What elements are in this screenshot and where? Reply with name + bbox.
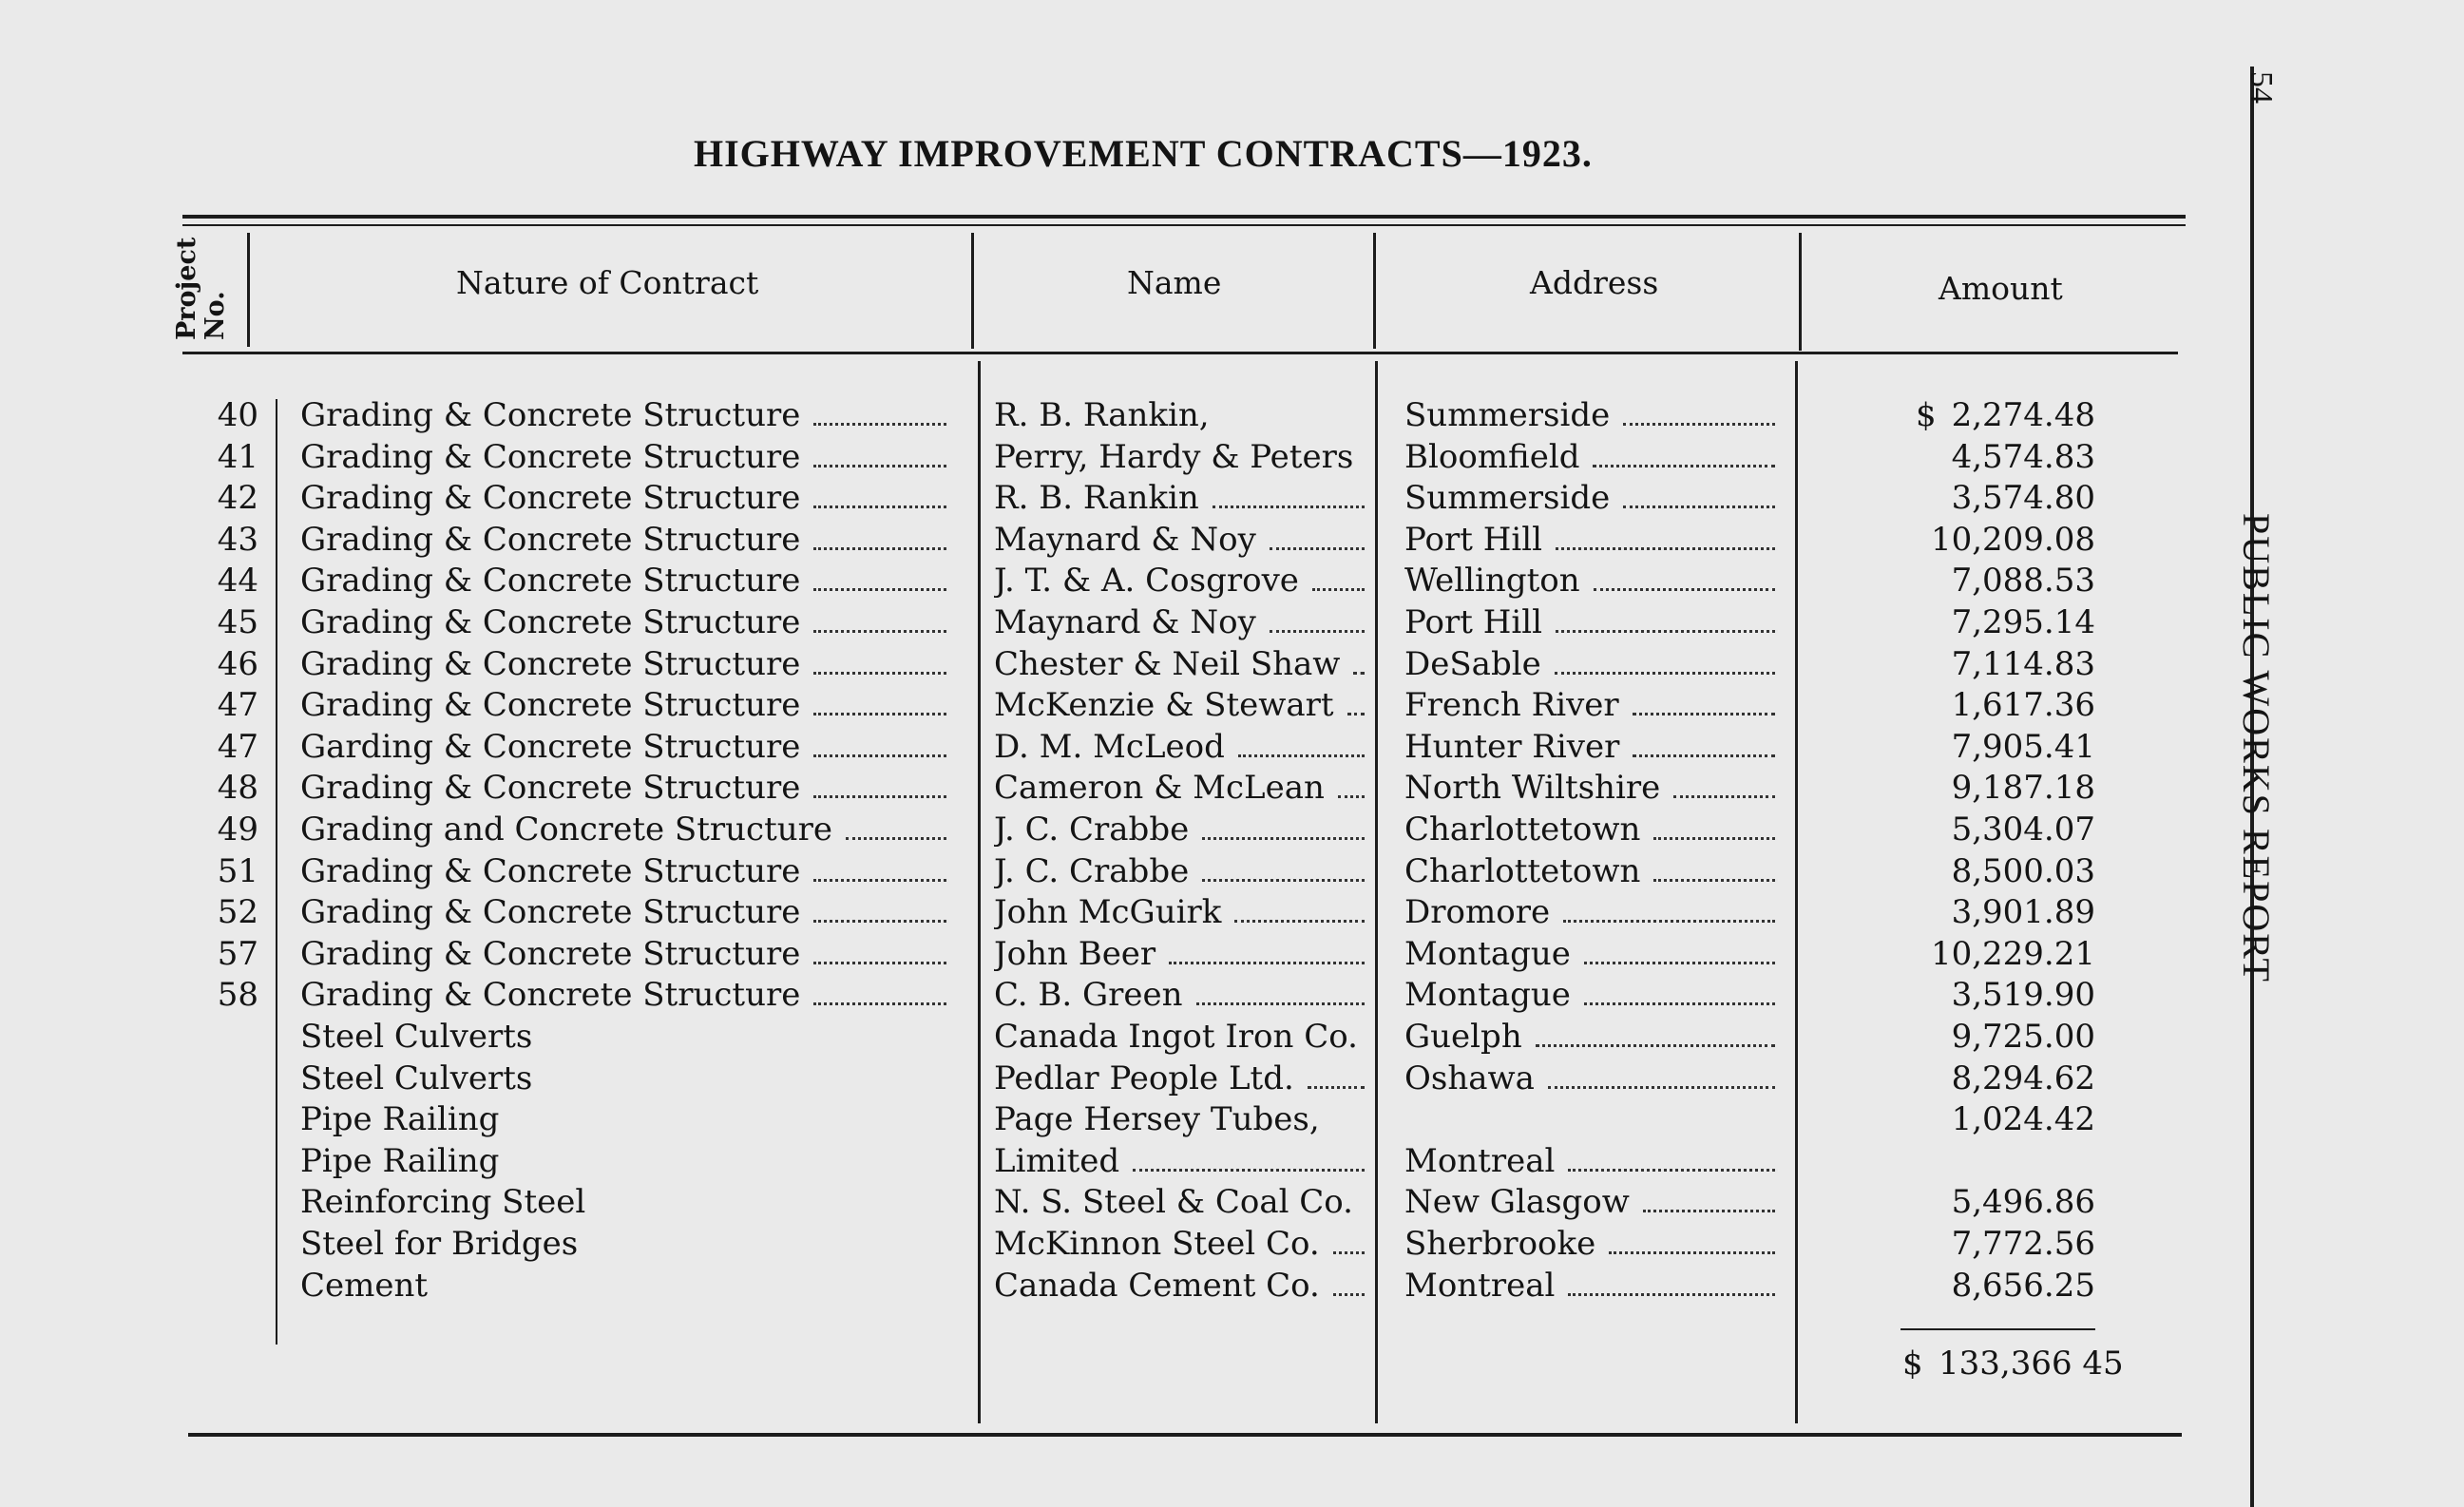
header-underline — [182, 352, 2178, 354]
table-row — [0, 1182, 2464, 1223]
leader-dots — [1633, 754, 1775, 757]
table-row — [0, 395, 2464, 436]
contract-nature: Grading and Concrete Structure — [300, 810, 956, 850]
total-rule — [1901, 1328, 2095, 1330]
contractor-address: Dromore — [1404, 892, 1785, 933]
leader-dots — [1633, 712, 1775, 715]
leader-dots — [813, 546, 946, 550]
contractor-name: John McGuirk — [994, 892, 1374, 933]
leader-dots — [1196, 1001, 1365, 1005]
contractor-name: McKinnon Steel Co. — [994, 1224, 1374, 1265]
contractor-name: Maynard & Noy — [994, 602, 1374, 643]
table-row — [0, 934, 2464, 975]
contractor-address: Montague — [1404, 934, 1785, 975]
contract-nature: Grading & Concrete Structure — [300, 561, 956, 601]
leader-dots — [1238, 754, 1365, 757]
leader-dots — [1536, 1043, 1775, 1047]
leader-dots — [813, 712, 946, 715]
contract-amount: 4,574.83 — [1951, 437, 2095, 476]
table-row — [0, 437, 2464, 478]
contract-nature: Steel for Bridges — [300, 1225, 579, 1263]
leader-dots — [813, 464, 946, 467]
leader-dots — [1643, 1209, 1775, 1212]
contractor-name: John Beer — [994, 934, 1374, 975]
page-title: HIGHWAY IMPROVEMENT CONTRACTS—1923. — [694, 132, 1593, 175]
contractor-name: J. C. Crabbe — [994, 810, 1374, 850]
leader-dots — [1202, 878, 1365, 882]
contractor-name: Perry, Hardy & Peters — [994, 437, 1354, 476]
leader-dots — [1234, 919, 1365, 923]
leader-dots — [1270, 629, 1365, 633]
contractor-address: Wellington — [1404, 561, 1785, 601]
top-rule — [182, 215, 2186, 219]
leader-dots — [1556, 629, 1775, 633]
contract-amount: 3,519.90 — [1951, 976, 2095, 1015]
contractor-name: J. C. Crabbe — [994, 851, 1374, 892]
contract-nature: Grading & Concrete Structure — [300, 851, 956, 892]
table-row — [0, 602, 2464, 643]
project-no: 45 — [217, 603, 258, 641]
col-divider-address — [1799, 233, 1802, 351]
leader-dots — [1555, 671, 1775, 675]
col-divider-project — [247, 233, 250, 347]
contractor-name: Chester & Neil Shaw — [994, 644, 1374, 685]
leader-dots — [1202, 836, 1365, 840]
header-name: Name — [1127, 264, 1222, 301]
table-row — [0, 1059, 2464, 1099]
project-no: 46 — [217, 644, 258, 683]
leader-dots — [1568, 1168, 1775, 1172]
project-no: 47 — [217, 686, 258, 725]
contract-nature: Grading & Concrete Structure — [300, 934, 956, 975]
contractor-address: Charlottetown — [1404, 851, 1785, 892]
table-row — [0, 1266, 2464, 1307]
contract-amount: 1,617.36 — [1951, 686, 2095, 725]
contractor-address: Charlottetown — [1404, 810, 1785, 850]
leader-dots — [1333, 1292, 1365, 1296]
contract-nature: Steel Culverts — [300, 1018, 533, 1056]
project-no: 58 — [217, 976, 258, 1015]
contractor-name: McKenzie & Stewart — [994, 685, 1374, 726]
table-row — [0, 478, 2464, 519]
contract-nature: Grading & Concrete Structure — [300, 768, 956, 809]
contract-nature: Pipe Railing — [300, 1141, 500, 1180]
project-no: 41 — [217, 437, 258, 476]
project-no: 57 — [217, 934, 258, 973]
table-row — [0, 851, 2464, 892]
contractor-address: Montreal — [1404, 1141, 1785, 1182]
contract-amount: 1,024.42 — [1951, 1100, 2095, 1139]
currency-symbol: $ — [1916, 396, 1937, 434]
contract-amount: 5,496.86 — [1951, 1183, 2095, 1222]
contract-amount: 5,304.07 — [1951, 811, 2095, 849]
contractor-name: Limited — [994, 1141, 1374, 1182]
contractor-address: French River — [1404, 685, 1785, 726]
contract-amount: 7,088.53 — [1951, 562, 2095, 601]
leader-dots — [1623, 505, 1775, 508]
contractor-address: Oshawa — [1404, 1059, 1785, 1099]
contractor-name: N. S. Steel & Coal Co. — [994, 1183, 1353, 1222]
contractor-address: Sherbrooke — [1404, 1224, 1785, 1265]
leader-dots — [1623, 422, 1775, 426]
leader-dots — [1594, 587, 1775, 591]
leader-dots — [1133, 1168, 1365, 1172]
contract-nature: Pipe Railing — [300, 1100, 500, 1139]
leader-dots — [1673, 794, 1775, 798]
leader-dots — [1584, 961, 1775, 964]
contractor-address: Montague — [1404, 975, 1785, 1016]
contractor-address: Hunter River — [1404, 727, 1785, 768]
leader-dots — [813, 587, 946, 591]
leader-dots — [813, 422, 946, 426]
table-row — [0, 1017, 2464, 1058]
contract-nature: Grading & Concrete Structure — [300, 478, 956, 519]
contract-amount: 2,274.48 — [1951, 396, 2095, 434]
leader-dots — [813, 961, 946, 964]
leader-dots — [1213, 505, 1365, 508]
contract-amount: 8,294.62 — [1951, 1059, 2095, 1097]
header-project-no: Project No. — [172, 237, 230, 340]
contractor-name: C. B. Green — [994, 975, 1374, 1016]
total-amount: 133,366 45 — [1939, 1345, 2124, 1383]
leader-dots — [1593, 464, 1775, 467]
col-divider-nature — [971, 233, 974, 349]
table-row — [0, 685, 2464, 726]
leader-dots — [1312, 587, 1365, 591]
contractor-address: Port Hill — [1404, 520, 1785, 561]
leader-dots — [1347, 712, 1365, 715]
contractor-name: Maynard & Noy — [994, 520, 1374, 561]
table-row — [0, 768, 2464, 809]
leader-dots — [1609, 1250, 1775, 1254]
contract-nature: Grading & Concrete Structure — [300, 892, 956, 933]
table-row — [0, 644, 2464, 685]
contractor-address: New Glasgow — [1404, 1182, 1785, 1223]
header-amount: Amount — [1939, 270, 2063, 307]
page-number: 54 — [2244, 71, 2279, 104]
contractor-address: Port Hill — [1404, 602, 1785, 643]
contractor-address: Summerside — [1404, 478, 1785, 519]
contractor-address: Guelph — [1404, 1017, 1785, 1058]
leader-dots — [813, 754, 946, 757]
contract-amount: 10,209.08 — [1930, 520, 2095, 559]
contract-amount: 9,725.00 — [1951, 1018, 2095, 1056]
table-row — [0, 561, 2464, 601]
contract-nature: Grading & Concrete Structure — [300, 644, 956, 685]
table-row — [0, 727, 2464, 768]
contract-amount: 7,905.41 — [1951, 727, 2095, 766]
contractor-name: D. M. McLeod — [994, 727, 1374, 768]
contractor-name: R. B. Rankin — [994, 478, 1374, 519]
table-row — [0, 1099, 2464, 1140]
project-no: 47 — [217, 727, 258, 766]
contract-amount: 7,114.83 — [1951, 644, 2095, 683]
total-symbol: $ — [1902, 1345, 1923, 1383]
col-divider-name — [1373, 233, 1376, 349]
project-no: 51 — [217, 851, 258, 890]
contract-amount: 9,187.18 — [1951, 769, 2095, 808]
project-no: 43 — [217, 520, 258, 559]
top-rule-thin — [182, 224, 2186, 226]
leader-dots — [813, 919, 946, 923]
contract-amount: 7,772.56 — [1951, 1225, 2095, 1263]
contract-nature: Grading & Concrete Structure — [300, 685, 956, 726]
project-no: 49 — [217, 811, 258, 849]
table-row — [0, 1141, 2464, 1182]
leader-dots — [813, 505, 946, 508]
leader-dots — [1556, 546, 1775, 550]
contractor-address: Montreal — [1404, 1266, 1785, 1307]
contract-nature: Cement — [300, 1266, 429, 1305]
leader-dots — [1308, 1085, 1365, 1089]
leader-dots — [1353, 671, 1365, 675]
contractor-address: North Wiltshire — [1404, 768, 1785, 809]
contract-amount: 8,500.03 — [1951, 851, 2095, 890]
contractor-name: Canada Ingot Iron Co. — [994, 1018, 1358, 1056]
leader-dots — [813, 1001, 946, 1005]
contractor-name: J. T. & A. Cosgrove — [994, 561, 1374, 601]
contract-nature: Garding & Concrete Structure — [300, 727, 956, 768]
leader-dots — [1653, 878, 1775, 882]
bottom-rule — [188, 1433, 2182, 1437]
project-no: 40 — [217, 396, 258, 434]
contract-nature: Grading & Concrete Structure — [300, 437, 956, 478]
project-no: 44 — [217, 562, 258, 601]
contractor-name: Canada Cement Co. — [994, 1266, 1374, 1307]
project-no: 48 — [217, 769, 258, 808]
table-row — [0, 520, 2464, 561]
contractor-name: Page Hersey Tubes, — [994, 1100, 1320, 1139]
leader-dots — [813, 794, 946, 798]
contract-nature: Grading & Concrete Structure — [300, 395, 956, 436]
project-no: 52 — [217, 893, 258, 932]
leader-dots — [1169, 961, 1365, 964]
leader-dots — [1653, 836, 1775, 840]
contract-nature: Steel Culverts — [300, 1059, 533, 1097]
leader-dots — [1584, 1001, 1775, 1005]
contract-amount: 10,229.21 — [1930, 934, 2095, 973]
side-title: PUBLIC WORKS REPORT — [2235, 513, 2278, 983]
leader-dots — [1548, 1085, 1775, 1089]
table-row — [0, 892, 2464, 933]
contract-amount: 3,574.80 — [1951, 479, 2095, 518]
leader-dots — [846, 836, 946, 840]
contract-nature: Grading & Concrete Structure — [300, 520, 956, 561]
leader-dots — [1338, 794, 1365, 798]
leader-dots — [1563, 919, 1775, 923]
contract-amount: 7,295.14 — [1951, 603, 2095, 641]
contractor-name: Pedlar People Ltd. — [994, 1059, 1374, 1099]
table-row — [0, 975, 2464, 1016]
header-nature: Nature of Contract — [456, 264, 759, 301]
contract-nature: Grading & Concrete Structure — [300, 602, 956, 643]
leader-dots — [813, 878, 946, 882]
table-row — [0, 1224, 2464, 1265]
contractor-name: Cameron & McLean — [994, 768, 1374, 809]
leader-dots — [1333, 1250, 1365, 1254]
leader-dots — [1568, 1292, 1775, 1296]
leader-dots — [813, 671, 946, 675]
contract-nature: Reinforcing Steel — [300, 1183, 586, 1222]
contractor-address: Bloomfield — [1404, 437, 1785, 478]
contractor-address: Summerside — [1404, 395, 1785, 436]
contract-nature: Grading & Concrete Structure — [300, 975, 956, 1016]
table-row — [0, 810, 2464, 850]
contract-amount: 3,901.89 — [1951, 893, 2095, 932]
leader-dots — [813, 629, 946, 633]
contractor-address: DeSable — [1404, 644, 1785, 685]
contractor-name: R. B. Rankin, — [994, 396, 1210, 434]
leader-dots — [1270, 546, 1365, 550]
project-no: 42 — [217, 479, 258, 518]
header-address: Address — [1530, 264, 1659, 301]
contract-amount: 8,656.25 — [1951, 1266, 2095, 1305]
